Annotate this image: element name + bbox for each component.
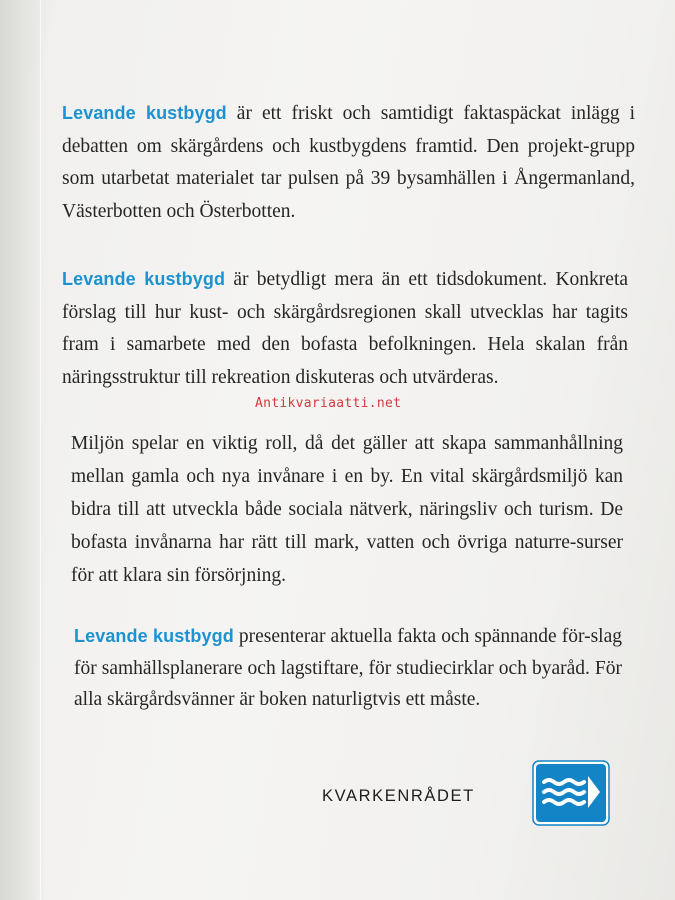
waves-arrow-icon [532,760,610,826]
watermark: Antikvariaatti.net [255,396,402,411]
paragraph-3 [71,427,623,592]
paragraph-4-text: presenterar aktuella fakta och spännande för-slag för samhällsplanerare och lagstiftare, för studiecirklar och byaråd. För alla skärgårdsvänner är boken naturligtvis ett måste. [74,626,622,710]
brand-name: Levande kustbygd [62,269,226,289]
paragraph-1-text: är ett friskt och samtidigt faktaspäckat inlägg i debatten om skärgårdens och kustbygdens framtid. Den projekt-grupp som utarbetat materialet tar pulsen på 39 bysamhällen i Ångermanland, Västerbotten och Österbotten. [62,103,636,222]
publisher-name: KVARKENRÅDET [322,787,475,805]
paragraph-3-text: Miljön spelar en viktig roll, då det gäller att skapa sammanhållning mellan gamla och nya invånare i en by. En vital skärgårdsmiljö kan bidra till att utveckla både sociala nätverk, näringsliv och turism. De bofasta invånarna har rätt till mark, vatten och övriga naturre-surser för att klara sin försörjning. [71,433,623,586]
book-page-edge [0,0,46,900]
paragraph-1 [62,97,635,228]
brand-name: Levande kustbygd [74,626,234,646]
paragraph-2 [62,263,628,394]
publisher-logo [322,760,612,828]
brand-name: Levande kustbygd [62,103,227,123]
paragraph-2-text: är betydligt mera än ett tidsdokument. Konkreta förslag till hur kust- och skärgårdsregionen skall utvecklas har tagits fram i samarbete med den bofasta befolkningen. Hela skalan från näringsstruktur till rekreation diskuteras och utvärderas. [62,269,629,388]
paragraph-4 [74,621,622,716]
